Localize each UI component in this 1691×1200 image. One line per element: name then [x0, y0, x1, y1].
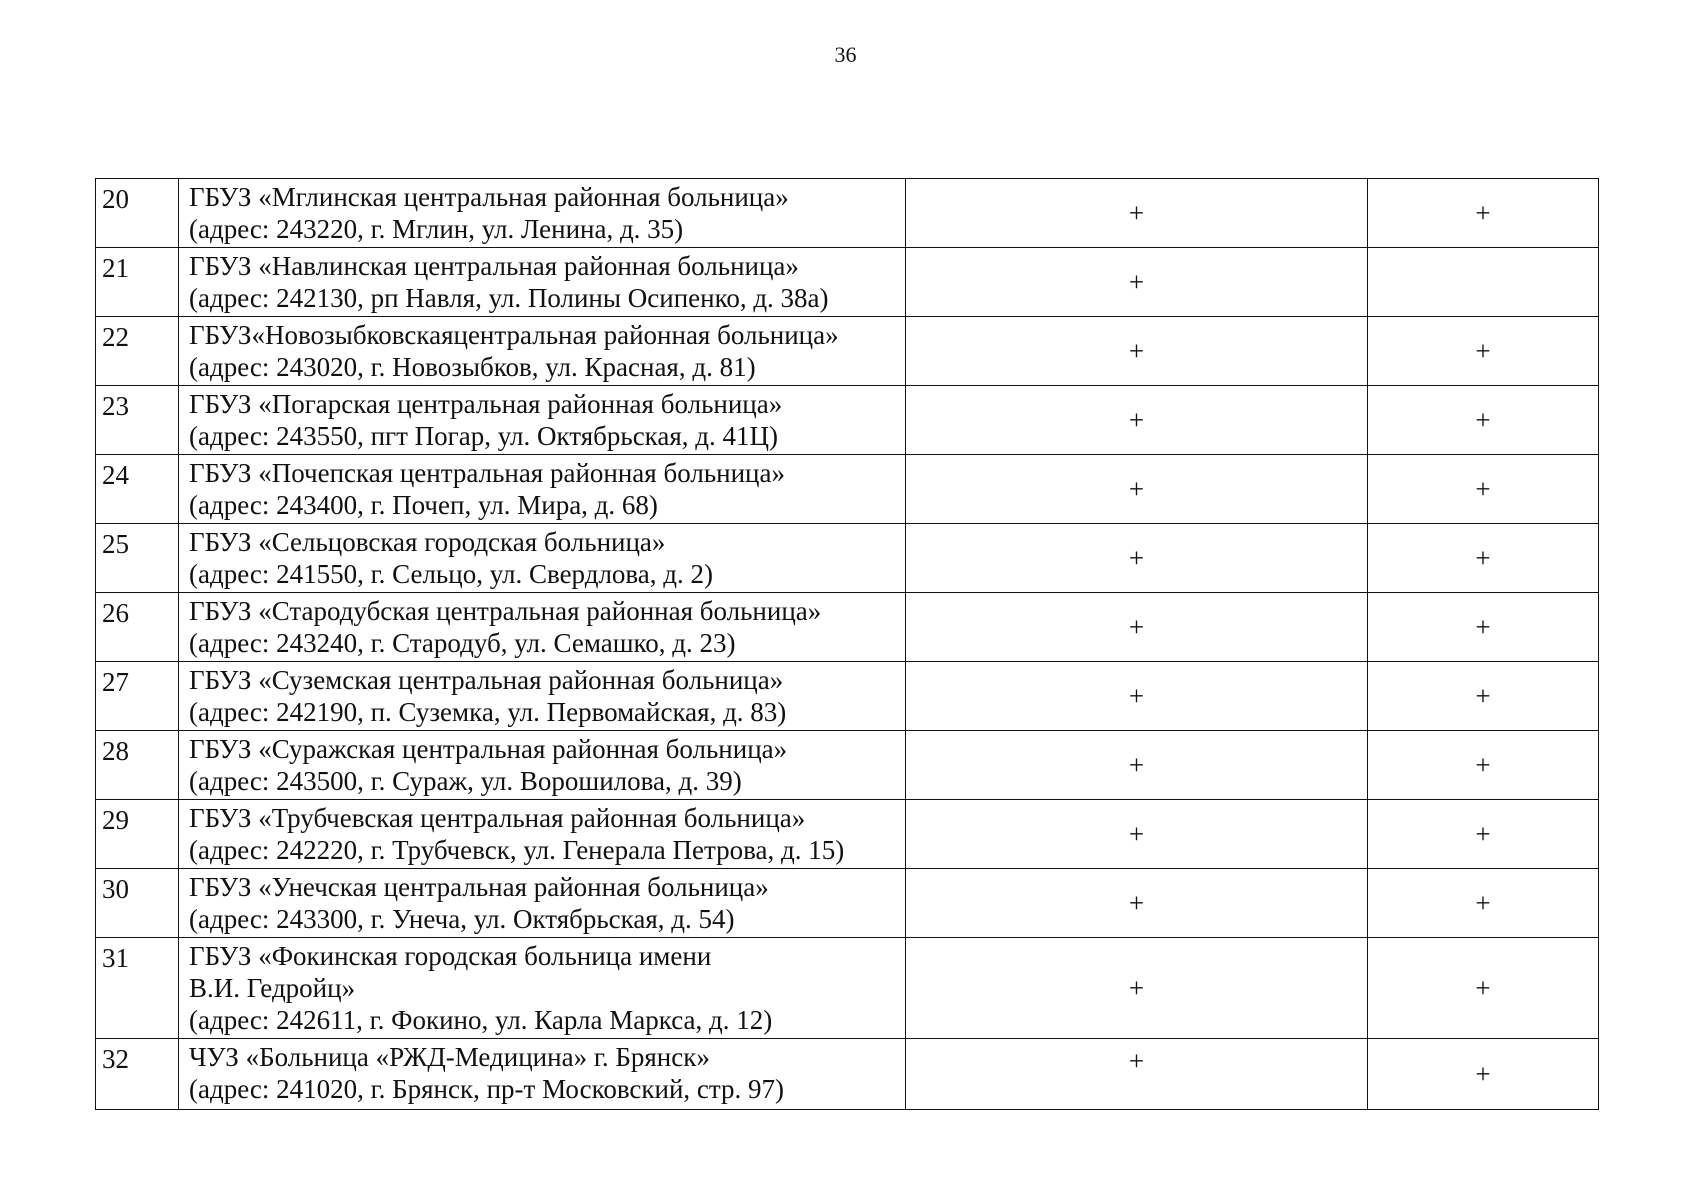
hospital-table	[95, 178, 1599, 1110]
mark-col-a: +	[906, 386, 1368, 455]
institution-address: (адрес: 242190, п. Суземка, ул. Первомайская, д. 83)	[189, 697, 787, 727]
institution-cell	[179, 248, 906, 317]
institution-cell	[179, 731, 906, 800]
institution-address: (адрес: 243020, г. Новозыбков, ул. Красная, д. 81)	[189, 352, 756, 382]
table-row	[96, 455, 1599, 524]
institution-name: ЧУЗ «Больница «РЖД-Медицина» г. Брянск»	[189, 1042, 710, 1072]
institution-name: ГБУЗ «Унечская центральная районная больница»	[189, 872, 769, 902]
mark-col-b: +	[1368, 869, 1599, 938]
row-number: 27	[96, 662, 179, 731]
row-number: 25	[96, 524, 179, 593]
institution-address: (адрес: 241550, г. Сельцо, ул. Свердлова, д. 2)	[189, 559, 714, 589]
mark-col-a: +	[906, 800, 1368, 869]
mark-col-b: +	[1368, 938, 1599, 1039]
institution-name-continued: В.И. Гедройц»	[189, 973, 356, 1003]
institution-address: (адрес: 243550, пгт Погар, ул. Октябрьская, д. 41Ц)	[189, 421, 779, 451]
institution-name: ГБУЗ «Навлинская центральная районная больница»	[189, 251, 799, 281]
institution-name: ГБУЗ «Сельцовская городская больница»	[189, 527, 666, 557]
institution-name: ГБУЗ «Почепская центральная районная больница»	[189, 458, 785, 488]
table-row	[96, 1039, 1599, 1110]
mark-col-b: +	[1368, 317, 1599, 386]
row-number: 23	[96, 386, 179, 455]
institution-name: ГБУЗ «Фокинская городская больница имени	[189, 941, 712, 971]
institution-cell	[179, 1039, 906, 1110]
institution-cell	[179, 317, 906, 386]
mark-col-a: +	[906, 317, 1368, 386]
institution-name: ГБУЗ «Мглинская центральная районная больница»	[189, 182, 789, 212]
institution-cell	[179, 386, 906, 455]
row-number: 24	[96, 455, 179, 524]
institution-address: (адрес: 241020, г. Брянск, пр-т Московский, стр. 97)	[189, 1074, 785, 1104]
institution-cell	[179, 524, 906, 593]
row-number: 31	[96, 938, 179, 1039]
mark-col-a: +	[906, 869, 1368, 938]
table-row	[96, 317, 1599, 386]
table-row	[96, 248, 1599, 317]
table-row	[96, 800, 1599, 869]
mark-col-a: +	[906, 524, 1368, 593]
row-number: 21	[96, 248, 179, 317]
institution-address: (адрес: 243220, г. Мглин, ул. Ленина, д. 35)	[189, 214, 684, 244]
mark-col-b: +	[1368, 455, 1599, 524]
mark-col-a: +	[906, 248, 1368, 317]
mark-col-b: +	[1368, 662, 1599, 731]
mark-col-b	[1368, 248, 1599, 317]
mark-col-a: +	[906, 593, 1368, 662]
institution-cell	[179, 938, 906, 1039]
mark-col-b: +	[1368, 1039, 1599, 1110]
row-number: 32	[96, 1039, 179, 1110]
mark-col-a: +	[906, 455, 1368, 524]
institution-name: ГБУЗ «Суземская центральная районная больница»	[189, 665, 784, 695]
row-number: 20	[96, 179, 179, 248]
institution-address: (адрес: 243400, г. Почеп, ул. Мира, д. 68)	[189, 490, 658, 520]
institution-cell	[179, 662, 906, 731]
mark-col-b: +	[1368, 179, 1599, 248]
mark-col-a: +	[906, 662, 1368, 731]
institution-cell	[179, 179, 906, 248]
institution-name: ГБУЗ«Новозыбковскаяцентральная районная больница»	[189, 320, 839, 350]
mark-col-b: +	[1368, 731, 1599, 800]
mark-col-b: +	[1368, 524, 1599, 593]
institution-name: ГБУЗ «Суражская центральная районная больница»	[189, 734, 788, 764]
table-row	[96, 524, 1599, 593]
institution-cell	[179, 593, 906, 662]
mark-col-a: +	[906, 938, 1368, 1039]
row-number: 30	[96, 869, 179, 938]
mark-col-a: +	[906, 731, 1368, 800]
row-number: 28	[96, 731, 179, 800]
table-row	[96, 593, 1599, 662]
table-row	[96, 938, 1599, 1039]
mark-col-b: +	[1368, 800, 1599, 869]
mark-col-b: +	[1368, 593, 1599, 662]
institution-cell	[179, 869, 906, 938]
table-row	[96, 386, 1599, 455]
institution-address: (адрес: 243240, г. Стародуб, ул. Семашко, д. 23)	[189, 628, 736, 658]
institution-name: ГБУЗ «Трубчевская центральная районная больница»	[189, 803, 806, 833]
institution-name: ГБУЗ «Стародубская центральная районная больница»	[189, 596, 822, 626]
institution-cell	[179, 455, 906, 524]
row-number: 22	[96, 317, 179, 386]
institution-address: (адрес: 242130, рп Навля, ул. Полины Осипенко, д. 38а)	[189, 283, 829, 313]
row-number: 26	[96, 593, 179, 662]
row-number: 29	[96, 800, 179, 869]
table-row	[96, 731, 1599, 800]
mark-col-a: +	[906, 179, 1368, 248]
institution-address: (адрес: 243500, г. Сураж, ул. Ворошилова, д. 39)	[189, 766, 742, 796]
mark-col-b: +	[1368, 386, 1599, 455]
institution-address: (адрес: 242611, г. Фокино, ул. Карла Маркса, д. 12)	[189, 1005, 773, 1035]
institution-cell	[179, 800, 906, 869]
institution-name: ГБУЗ «Погарская центральная районная больница»	[189, 389, 783, 419]
institution-address: (адрес: 243300, г. Унеча, ул. Октябрьская, д. 54)	[189, 904, 735, 934]
mark-col-a: +	[906, 1039, 1368, 1110]
table-row	[96, 179, 1599, 248]
table-row	[96, 869, 1599, 938]
table-row	[96, 662, 1599, 731]
institution-address: (адрес: 242220, г. Трубчевск, ул. Генерала Петрова, д. 15)	[189, 835, 845, 865]
page-number: 36	[834, 42, 857, 67]
